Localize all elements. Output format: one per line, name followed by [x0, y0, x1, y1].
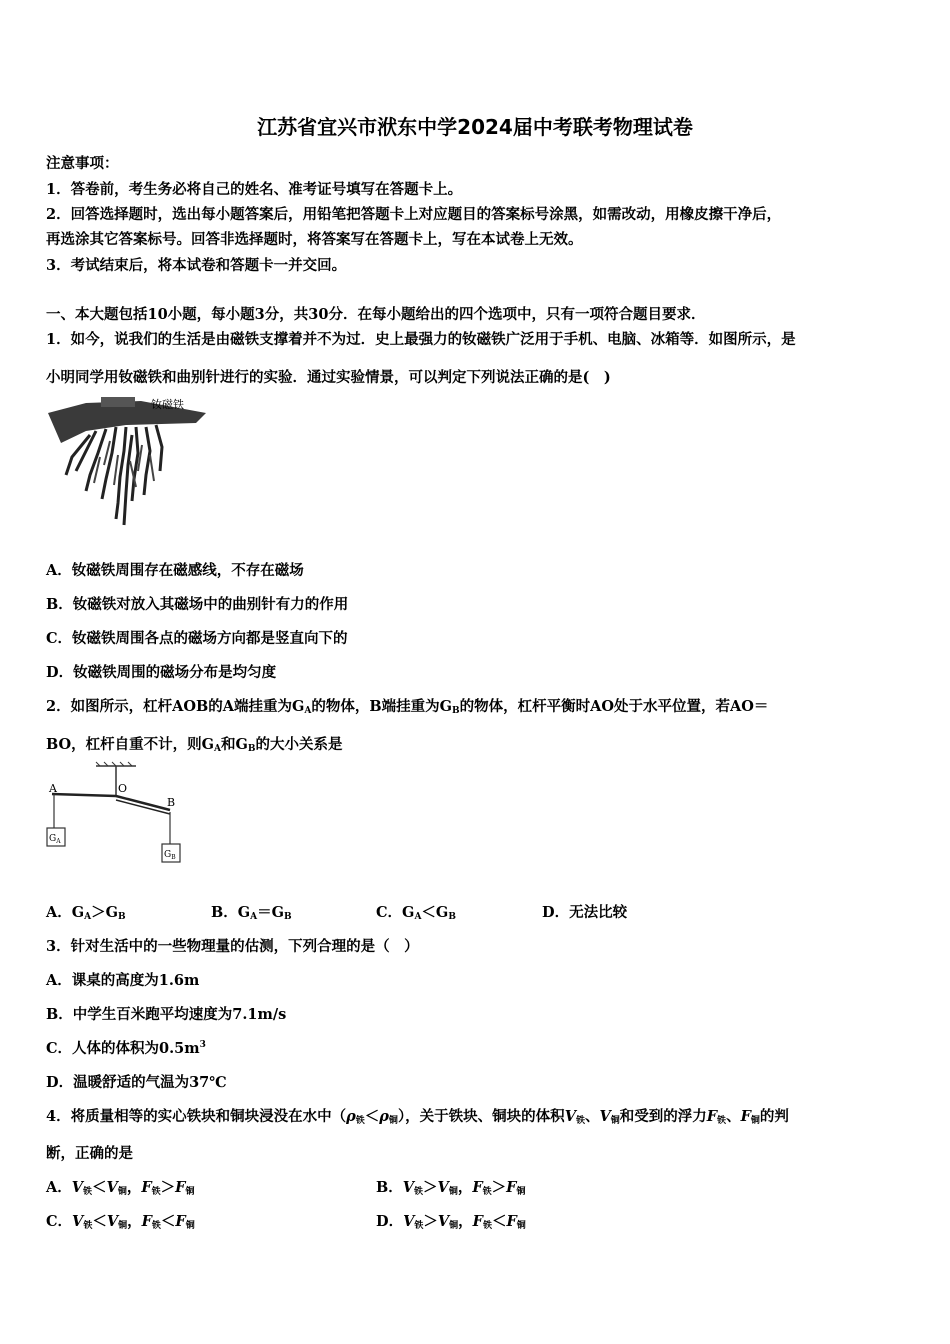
notice-heading: 注意事项： — [46, 155, 119, 172]
option-c: C．钕磁铁周围各点的磁场方向都是竖直向下的 — [46, 630, 348, 647]
question-3-stem: 3．针对生活中的一些物理量的估测，下列合理的是（ ） — [46, 938, 419, 955]
label-b: B — [167, 796, 176, 809]
option-d: D．无法比较 — [542, 904, 628, 921]
option-c: C．$G_A<G_B$ — [376, 904, 456, 922]
svg-text:GB: $G_B$ — [164, 850, 176, 861]
option-a: A．课桌的高度为1.6m — [46, 972, 200, 989]
question-4-stem-cont: 断，正确的是 — [46, 1145, 133, 1162]
notice-item: 1．答卷前，考生务必将自己的姓名、准考证号填写在答题卡上。 — [46, 181, 463, 198]
notice-item: 3．考试结束后，将本试卷和答题卡一并交回。 — [46, 257, 347, 274]
question-2-stem: 2．如图所示，杠杆AOB的A端挂重为$G_A$的物体，B端挂重为$G_B$的物体，杠杆平衡时AO处于水平位置，若AO＝ — [46, 698, 769, 716]
option-b: B．$V_铁>V_铜$，$F_铁>F_铜$ — [376, 1179, 526, 1197]
box-b-label: G — [164, 850, 172, 860]
option-d: D．$V_铁>V_铜$，$F_铁<F_铜$ — [376, 1213, 526, 1231]
svg-text:GA: $G_A$ — [49, 834, 61, 845]
option-a: A．$G_A>G_B$ — [46, 904, 126, 922]
option-a: A．钕磁铁周围存在磁感线，不存在磁场 — [46, 562, 304, 579]
question-2-stem-cont: BO，杠杆自重不计，则$G_A$和$G_B$的大小关系是 — [46, 736, 343, 754]
label-a: A — [49, 782, 57, 795]
notice-item: 2．回答选择题时，选出每小题答案后，用铅笔把答题卡上对应题目的答案标号涂黑，如需改动，用橡皮擦干净后， — [46, 206, 782, 223]
box-a-label: G — [49, 834, 57, 844]
page-title: 江苏省宜兴市洑东中学2024届中考联考物理试卷 — [257, 115, 693, 139]
section-heading: 一、本大题包括10小题，每小题3分，共30分．在每小题给出的四个选项中，只有一项符合题目要求． — [46, 306, 706, 323]
option-d: D．温暖舒适的气温为37℃ — [46, 1074, 227, 1091]
option-c: C．人体的体积为$0.5m^3$ — [46, 1040, 206, 1057]
option-c: C．$V_铁<V_铜$，$F_铁<F_铜$ — [46, 1213, 195, 1231]
question-4-stem: 4．将质量相等的实心铁块和铜块浸没在水中$(\rho_铁<\rho_铜)$，关于铁块、铜块的体积$V_铁$、$V_铜$和受到的浮力$F_铁$、$F_铜$的判 — [46, 1108, 789, 1126]
option-a: A．$V_铁<V_铜$，$F_铁>F_铜$ — [46, 1179, 195, 1197]
option-b: B．中学生百米跑平均速度为7.1m/s — [46, 1006, 287, 1023]
notice-item: 再选涂其它答案标号。回答非选择题时，将答案写在答题卡上，写在本试卷上无效。 — [46, 231, 583, 248]
figure-label: 钕磁铁 — [151, 398, 184, 411]
option-b: B．$G_A=G_B$ — [211, 904, 292, 922]
lever-figure — [46, 760, 186, 866]
option-b: B．钕磁铁对放入其磁场中的曲别针有力的作用 — [46, 596, 349, 613]
option-d: D．钕磁铁周围的磁场分布是均匀度 — [46, 664, 277, 681]
question-1-stem: 1．如今，说我们的生活是由磁铁支撑着并不为过．史上最强力的钕磁铁广泛用于手机、电脑、冰箱等．如图所示，是 — [46, 331, 796, 348]
question-1-stem-cont: 小明同学用钕磁铁和曲别针进行的实验．通过实验情景，可以判定下列说法正确的是( ) — [46, 369, 611, 386]
magnet-paperclips-figure — [46, 395, 214, 535]
label-o: O — [118, 782, 128, 795]
